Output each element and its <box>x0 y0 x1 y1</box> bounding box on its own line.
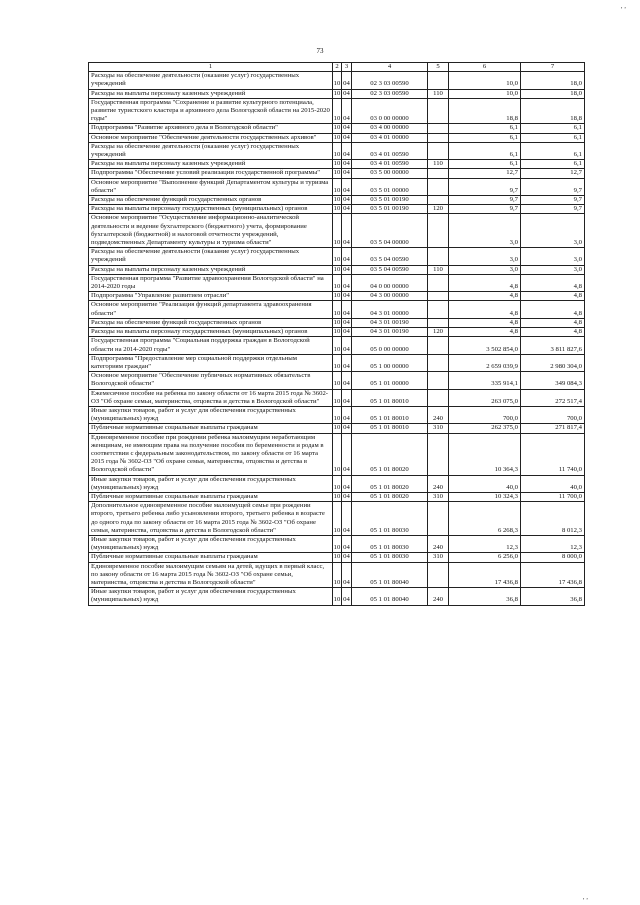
header-cell-6: 6 <box>449 63 521 72</box>
amount-year-2: 12,3 <box>521 535 585 552</box>
amount-year-2: 4,8 <box>521 301 585 318</box>
code-section: 04 <box>343 492 350 500</box>
header-cell-1: 1 <box>89 63 333 72</box>
code-chapter: 10 <box>333 72 342 89</box>
amount-year-2: 12,7 <box>521 169 585 178</box>
row-name: Расходы на обеспечение функций государственных органов <box>89 196 333 205</box>
code-expense-type <box>428 389 449 406</box>
code-chapter: 10 <box>333 328 341 336</box>
code-chapter: 10 <box>333 318 341 326</box>
amount-year-2: 9,7 <box>521 178 585 195</box>
code-expense-type <box>428 318 449 327</box>
header-cell-5: 5 <box>428 63 449 72</box>
code-section: 04 <box>343 196 350 204</box>
code-chapter: 10 <box>333 406 342 423</box>
amount-year-2: 4,8 <box>521 318 585 327</box>
table-body <box>89 63 585 606</box>
amount-year-2: 3,0 <box>521 265 585 274</box>
row-name: Расходы на выплаты персоналу государственных (муниципальных) органов <box>89 205 333 214</box>
code-target-article: 04 3 01 00000 <box>352 301 428 318</box>
code-expense-type: 240 <box>428 406 449 423</box>
budget-table <box>88 62 585 606</box>
code-chapter: 10 <box>333 248 342 265</box>
row-name: Основное мероприятие "Обеспечение деятельности государственных архивов" <box>89 133 333 142</box>
row-name: Дополнительное единовременное пособие малоимущей семье при рождении второго, третьего ребенка либо усыновлении второго, третьего ребенка в возрасте до одного года по закону области от 16 марта 2015 года № 3602-ОЗ "Об охране семьи, материнства, отцовства и детства в Вологодской области" <box>89 502 333 536</box>
table-row <box>89 169 585 178</box>
code-target-article: 05 1 01 80040 <box>352 562 428 588</box>
table-row <box>89 389 585 406</box>
code-target-article: 04 3 01 00190 <box>352 318 428 327</box>
amount-year-2: 3 811 827,6 <box>521 337 585 354</box>
table-row <box>89 72 585 89</box>
code-target-article: 04 0 00 00000 <box>352 274 428 291</box>
table-row <box>89 475 585 492</box>
code-chapter: 10 <box>333 274 342 291</box>
row-name: Подпрограмма "Предоставление мер социальной поддержки отдельным категориям граждан" <box>89 354 333 371</box>
table-row <box>89 337 585 354</box>
row-name: Расходы на выплаты персоналу казенных учреждений <box>89 89 333 98</box>
table-row <box>89 124 585 133</box>
amount-year-2: 18,8 <box>521 98 585 124</box>
amount-year-2: 8 000,0 <box>521 553 585 562</box>
code-expense-type <box>428 248 449 265</box>
code-target-article: 04 3 00 00000 <box>352 292 428 301</box>
code-chapter: 10 <box>333 354 342 371</box>
code-chapter: 10 <box>333 124 341 132</box>
code-expense-type <box>428 124 449 133</box>
code-section: 04 <box>342 433 352 475</box>
amount-year-2: 272 517,4 <box>521 389 585 406</box>
code-section: 04 <box>343 133 350 141</box>
row-name: Расходы на обеспечение функций государственных органов <box>89 318 333 327</box>
row-name: Публичные нормативные социальные выплаты гражданам <box>89 424 333 433</box>
code-chapter: 10 <box>333 492 341 500</box>
code-expense-type <box>428 372 449 389</box>
amount-year-1: 9,7 <box>449 196 521 205</box>
amount-year-1: 263 075,0 <box>449 389 521 406</box>
code-target-article: 05 1 01 80020 <box>352 433 428 475</box>
amount-year-1: 17 436,8 <box>449 562 521 588</box>
code-section: 04 <box>342 214 352 248</box>
amount-year-1: 12,3 <box>449 535 521 552</box>
code-expense-type <box>428 214 449 248</box>
row-name: Иные закупки товаров, работ и услуг для обеспечения государственных (муниципальных) нужд <box>89 535 333 552</box>
amount-year-2: 2 980 304,0 <box>521 354 585 371</box>
code-target-article: 03 5 04 00590 <box>352 265 428 274</box>
amount-year-1: 6,1 <box>449 160 521 169</box>
amount-year-2: 6,1 <box>521 124 585 133</box>
amount-year-1: 3 502 854,0 <box>449 337 521 354</box>
code-chapter: 10 <box>333 196 341 204</box>
code-section: 04 <box>343 553 350 561</box>
amount-year-1: 6 256,0 <box>449 553 521 562</box>
row-name: Основное мероприятие "Выполнение функций Департаментом культуры и туризма области" <box>89 178 333 195</box>
code-target-article: 02 3 03 00590 <box>352 89 428 98</box>
row-name: Расходы на выплаты персоналу казенных учреждений <box>89 160 333 169</box>
code-section: 04 <box>343 160 350 168</box>
amount-year-2: 6,1 <box>521 160 585 169</box>
table-row <box>89 328 585 337</box>
code-chapter: 10 <box>333 553 341 561</box>
amount-year-1: 4,8 <box>449 301 521 318</box>
amount-year-2: 40,0 <box>521 475 585 492</box>
code-section: 04 <box>343 328 350 336</box>
code-target-article: 05 1 01 80010 <box>352 389 428 406</box>
amount-year-2: 6,1 <box>521 133 585 142</box>
row-name: Основное мероприятие "Обеспечение публичных нормативных обязательств Вологодской области" <box>89 372 333 389</box>
code-target-article: 02 3 03 00590 <box>352 72 428 89</box>
table-row <box>89 98 585 124</box>
row-name: Основное мероприятие "Реализация функций департамента здравоохранения области" <box>89 301 333 318</box>
row-name: Государственная программа "Развитие здравоохранения Вологодской области" на 2014-2020 годы <box>89 274 333 291</box>
code-chapter: 10 <box>333 372 342 389</box>
code-section: 04 <box>343 292 350 300</box>
code-target-article: 05 1 01 80030 <box>352 502 428 536</box>
code-chapter: 10 <box>333 389 342 406</box>
amount-year-2: 4,8 <box>521 328 585 337</box>
amount-year-2: 349 084,3 <box>521 372 585 389</box>
code-expense-type: 310 <box>428 553 449 562</box>
amount-year-1: 10 324,3 <box>449 492 521 501</box>
amount-year-2: 11 700,0 <box>521 492 585 501</box>
table-header-row <box>89 63 585 72</box>
amount-year-2: 6,1 <box>521 142 585 159</box>
code-chapter: 10 <box>333 337 342 354</box>
code-chapter: 10 <box>333 433 342 475</box>
code-target-article: 05 1 01 80020 <box>352 475 428 492</box>
amount-year-1: 6 268,3 <box>449 502 521 536</box>
row-name: Подпрограмма "Обеспечение условий реализации государственной программы" <box>89 169 333 178</box>
header-cell-7: 7 <box>521 63 585 72</box>
table-row <box>89 133 585 142</box>
table-row <box>89 160 585 169</box>
table-row <box>89 178 585 195</box>
amount-year-1: 18,8 <box>449 98 521 124</box>
code-expense-type: 240 <box>428 535 449 552</box>
code-chapter: 10 <box>333 205 341 213</box>
code-target-article: 03 5 01 00190 <box>352 205 428 214</box>
code-expense-type <box>428 142 449 159</box>
table-row <box>89 142 585 159</box>
code-expense-type <box>428 337 449 354</box>
code-target-article: 05 0 00 00000 <box>352 337 428 354</box>
code-chapter: 10 <box>333 301 342 318</box>
code-expense-type <box>428 301 449 318</box>
table-row <box>89 492 585 501</box>
amount-year-2: 700,0 <box>521 406 585 423</box>
code-target-article: 05 1 01 80030 <box>352 553 428 562</box>
code-chapter: 10 <box>333 133 341 141</box>
row-name: Публичные нормативные социальные выплаты гражданам <box>89 553 333 562</box>
table-row <box>89 214 585 248</box>
table-row <box>89 301 585 318</box>
code-section: 04 <box>342 562 352 588</box>
amount-year-1: 700,0 <box>449 406 521 423</box>
table-row <box>89 502 585 536</box>
code-section: 04 <box>343 318 350 326</box>
code-section: 04 <box>342 406 352 423</box>
code-expense-type <box>428 133 449 142</box>
code-expense-type <box>428 354 449 371</box>
table-row <box>89 265 585 274</box>
code-expense-type <box>428 72 449 89</box>
code-expense-type <box>428 196 449 205</box>
code-expense-type: 240 <box>428 588 449 605</box>
amount-year-1: 2 659 039,9 <box>449 354 521 371</box>
row-name: Единовременное пособие при рождении ребенка малоимущим неработающим женщинам, не имеющим права на получение пособия по беременности и родам в соответствии с федеральным законодательством, по закону области от 16 марта 2015 года № 3602-ОЗ "Об охране семьи, материнства, отцовства и детства в Вологодской области" <box>89 433 333 475</box>
table-row <box>89 535 585 552</box>
code-section: 04 <box>343 265 350 273</box>
code-section: 04 <box>343 169 350 177</box>
code-expense-type: 110 <box>428 160 449 169</box>
code-chapter: 10 <box>333 502 342 536</box>
code-section: 04 <box>342 588 352 605</box>
amount-year-1: 6,1 <box>449 142 521 159</box>
amount-year-1: 4,8 <box>449 292 521 301</box>
row-name: Расходы на выплаты персоналу государственных (муниципальных) органов <box>89 328 333 337</box>
table-row <box>89 562 585 588</box>
code-section: 04 <box>342 502 352 536</box>
table-row <box>89 248 585 265</box>
amount-year-1: 10 364,3 <box>449 433 521 475</box>
code-target-article: 03 0 00 00000 <box>352 98 428 124</box>
code-target-article: 05 1 00 00000 <box>352 354 428 371</box>
amount-year-1: 6,1 <box>449 124 521 133</box>
amount-year-1: 40,0 <box>449 475 521 492</box>
amount-year-1: 4,8 <box>449 328 521 337</box>
code-target-article: 05 1 01 80040 <box>352 588 428 605</box>
code-chapter: 10 <box>333 588 342 605</box>
amount-year-1: 3,0 <box>449 214 521 248</box>
code-target-article: 03 5 01 00190 <box>352 196 428 205</box>
row-name: Иные закупки товаров, работ и услуг для обеспечения государственных (муниципальных) нужд <box>89 588 333 605</box>
amount-year-2: 11 740,0 <box>521 433 585 475</box>
row-name: Публичные нормативные социальные выплаты гражданам <box>89 492 333 501</box>
table-row <box>89 89 585 98</box>
code-target-article: 05 1 01 80020 <box>352 492 428 501</box>
table-row <box>89 205 585 214</box>
table-row <box>89 406 585 423</box>
code-target-article: 03 4 01 00000 <box>352 133 428 142</box>
code-chapter: 10 <box>333 535 342 552</box>
header-cell-2: 2 <box>333 63 342 72</box>
code-section: 04 <box>342 178 352 195</box>
header-cell-3: 3 <box>342 63 352 72</box>
table-row <box>89 354 585 371</box>
table-row <box>89 553 585 562</box>
amount-year-2: 17 436,8 <box>521 562 585 588</box>
code-expense-type <box>428 98 449 124</box>
code-expense-type: 110 <box>428 265 449 274</box>
row-name: Ежемесячное пособие на ребенка по закону области от 16 марта 2015 года № 3602-ОЗ "Об охране семьи, материнства, отцовства и детства в Вологодской области" <box>89 389 333 406</box>
code-chapter: 10 <box>333 562 342 588</box>
amount-year-1: 262 375,0 <box>449 424 521 433</box>
code-expense-type <box>428 502 449 536</box>
page-number: 73 <box>316 47 324 55</box>
code-section: 04 <box>342 142 352 159</box>
row-name: Иные закупки товаров, работ и услуг для обеспечения государственных (муниципальных) нужд <box>89 406 333 423</box>
code-target-article: 03 5 01 00000 <box>352 178 428 195</box>
code-section: 04 <box>342 337 352 354</box>
table-row <box>89 274 585 291</box>
code-expense-type: 110 <box>428 89 449 98</box>
code-section: 04 <box>342 72 352 89</box>
code-target-article: 05 1 01 80010 <box>352 424 428 433</box>
amount-year-2: 18,0 <box>521 72 585 89</box>
amount-year-1: 10,0 <box>449 89 521 98</box>
code-section: 04 <box>342 354 352 371</box>
row-name: Государственная программа "Социальная поддержка граждан в Вологодской области на 2014-2020 годы" <box>89 337 333 354</box>
code-section: 04 <box>342 248 352 265</box>
code-expense-type: 120 <box>428 205 449 214</box>
code-target-article: 05 1 01 80030 <box>352 535 428 552</box>
row-name: Расходы на обеспечение деятельности (оказание услуг) государственных учреждений <box>89 142 333 159</box>
amount-year-1: 36,8 <box>449 588 521 605</box>
amount-year-1: 9,7 <box>449 205 521 214</box>
amount-year-1: 3,0 <box>449 248 521 265</box>
row-name: Подпрограмма "Управление развитием отрасли" <box>89 292 333 301</box>
header-cell-4: 4 <box>352 63 428 72</box>
code-expense-type <box>428 274 449 291</box>
code-expense-type <box>428 178 449 195</box>
code-target-article: 03 4 00 00000 <box>352 124 428 133</box>
code-chapter: 10 <box>333 169 341 177</box>
amount-year-2: 8 012,3 <box>521 502 585 536</box>
row-name: Расходы на обеспечение деятельности (оказание услуг) государственных учреждений <box>89 248 333 265</box>
code-target-article: 03 4 01 00590 <box>352 160 428 169</box>
row-name: Расходы на выплаты персоналу казенных учреждений <box>89 265 333 274</box>
code-target-article: 05 1 01 80010 <box>352 406 428 423</box>
code-target-article: 03 5 04 00590 <box>352 248 428 265</box>
code-target-article: 03 5 00 00000 <box>352 169 428 178</box>
row-name: Государственная программа "Сохранение и развитие культурного потенциала, развитие туристского кластера и архивного дела Вологодской области на 2015-2020 годы" <box>89 98 333 124</box>
code-section: 04 <box>342 535 352 552</box>
amount-year-2: 9,7 <box>521 205 585 214</box>
code-section: 04 <box>342 98 352 124</box>
code-target-article: 03 5 04 00000 <box>352 214 428 248</box>
code-expense-type: 310 <box>428 492 449 501</box>
code-target-article: 05 1 01 00000 <box>352 372 428 389</box>
code-expense-type <box>428 433 449 475</box>
table-row <box>89 424 585 433</box>
code-chapter: 10 <box>333 292 341 300</box>
table-row <box>89 196 585 205</box>
code-expense-type: 240 <box>428 475 449 492</box>
code-section: 04 <box>342 389 352 406</box>
table-row <box>89 588 585 605</box>
amount-year-1: 12,7 <box>449 169 521 178</box>
code-expense-type: 120 <box>428 328 449 337</box>
code-expense-type: 310 <box>428 424 449 433</box>
table-row <box>89 318 585 327</box>
code-section: 04 <box>342 475 352 492</box>
amount-year-1: 335 914,1 <box>449 372 521 389</box>
amount-year-1: 4,8 <box>449 274 521 291</box>
row-name: Подпрограмма "Развитие архивного дела в Вологодской области" <box>89 124 333 133</box>
table-row <box>89 292 585 301</box>
amount-year-2: 4,8 <box>521 274 585 291</box>
code-expense-type <box>428 292 449 301</box>
code-expense-type <box>428 562 449 588</box>
code-section: 04 <box>343 124 350 132</box>
code-section: 04 <box>342 301 352 318</box>
amount-year-1: 4,8 <box>449 318 521 327</box>
corner-mark-bottom: , , <box>582 893 588 901</box>
amount-year-2: 3,0 <box>521 214 585 248</box>
code-chapter: 10 <box>333 98 342 124</box>
amount-year-2: 18,0 <box>521 89 585 98</box>
amount-year-1: 9,7 <box>449 178 521 195</box>
amount-year-1: 3,0 <box>449 265 521 274</box>
amount-year-1: 10,0 <box>449 72 521 89</box>
row-name: Единовременное пособие малоимущим семьям на детей, идущих в первый класс, по закону области от 16 марта 2015 года № 3602-ОЗ "Об охране семьи, материнства, отцовства и детства в Вологодской области" <box>89 562 333 588</box>
code-target-article: 03 4 01 00590 <box>352 142 428 159</box>
amount-year-2: 271 817,4 <box>521 424 585 433</box>
code-section: 04 <box>343 205 350 213</box>
code-section: 04 <box>343 89 350 97</box>
code-chapter: 10 <box>333 424 341 432</box>
code-expense-type <box>428 169 449 178</box>
code-chapter: 10 <box>333 265 341 273</box>
corner-mark-top: , , <box>620 2 626 10</box>
code-chapter: 10 <box>333 475 342 492</box>
amount-year-1: 6,1 <box>449 133 521 142</box>
code-target-article: 04 3 01 00190 <box>352 328 428 337</box>
code-chapter: 10 <box>333 142 342 159</box>
amount-year-2: 4,8 <box>521 292 585 301</box>
table-row <box>89 372 585 389</box>
code-chapter: 10 <box>333 160 341 168</box>
row-name: Расходы на обеспечение деятельности (оказание услуг) государственных учреждений <box>89 72 333 89</box>
row-name: Иные закупки товаров, работ и услуг для обеспечения государственных (муниципальных) нужд <box>89 475 333 492</box>
code-chapter: 10 <box>333 178 342 195</box>
code-section: 04 <box>342 372 352 389</box>
code-section: 04 <box>342 274 352 291</box>
amount-year-2: 9,7 <box>521 196 585 205</box>
row-name: Основное мероприятие "Осуществление информационно-аналитической деятельности и ведение бухгалтерского (бюджетного) учета, формирование бухгалтерской (бюджетной) и налоговой отчетности учреждений, подведомственных Департаменту культуры и туризма области" <box>89 214 333 248</box>
amount-year-2: 3,0 <box>521 248 585 265</box>
amount-year-2: 36,8 <box>521 588 585 605</box>
code-section: 04 <box>343 424 350 432</box>
code-chapter: 10 <box>333 89 341 97</box>
table-row <box>89 433 585 475</box>
code-chapter: 10 <box>333 214 342 248</box>
